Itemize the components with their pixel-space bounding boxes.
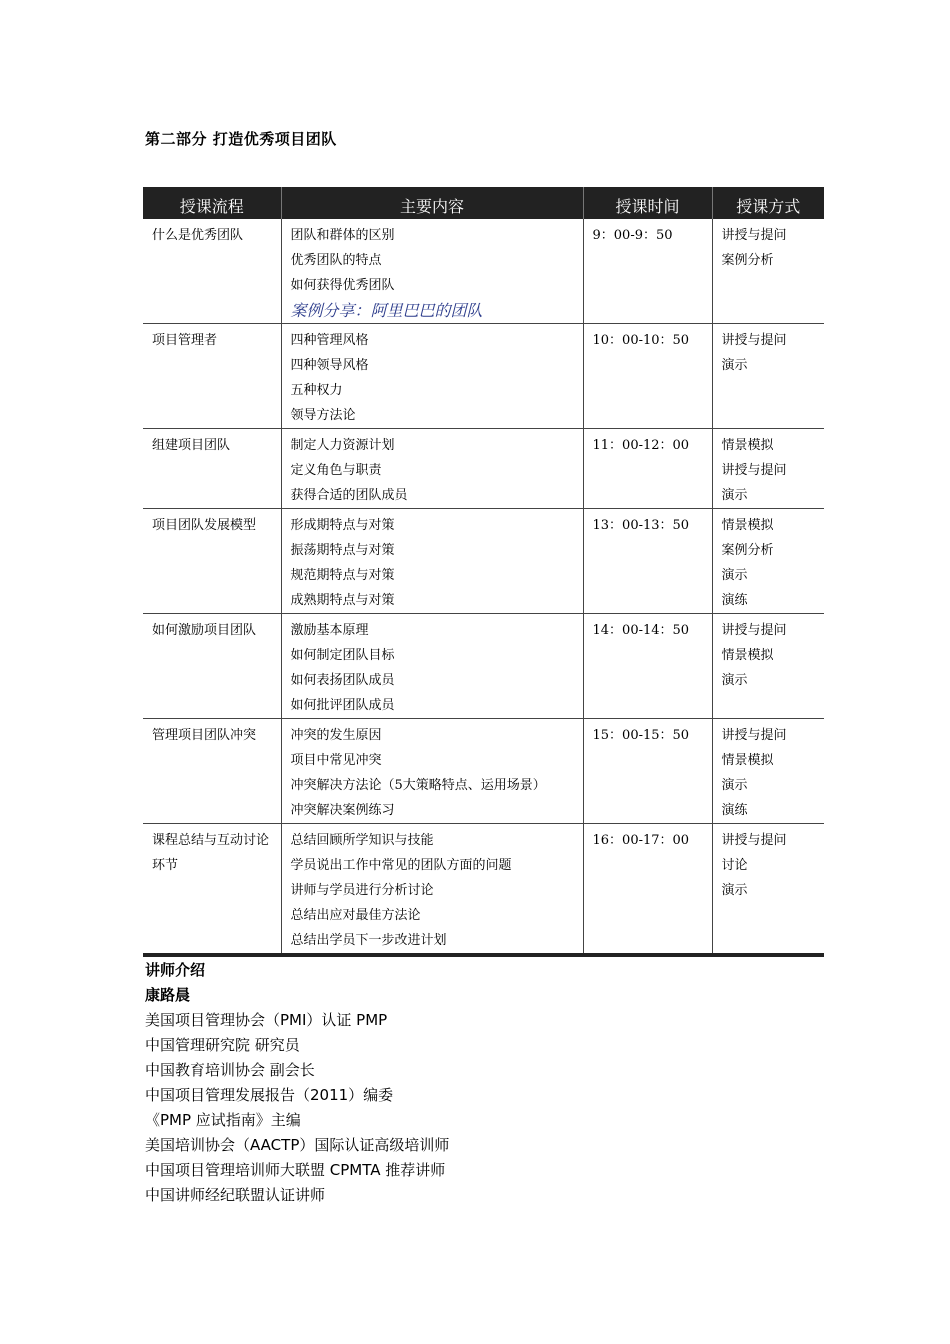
row-topic bbox=[143, 719, 281, 824]
instructor-section bbox=[145, 958, 449, 1208]
content-item: 总结回顾所学知识与技能 bbox=[290, 833, 434, 848]
method-item: 演示 bbox=[721, 488, 748, 503]
table-row bbox=[143, 324, 824, 429]
row-topic bbox=[143, 824, 281, 956]
row-methods bbox=[712, 614, 824, 719]
credential-item: 中国教育培训协会 副会长 bbox=[145, 1061, 315, 1079]
content-item: 优秀团队的特点 bbox=[290, 253, 382, 268]
topic-text: 组建项目团队 bbox=[152, 438, 231, 453]
row-topic bbox=[143, 614, 281, 719]
row-topic bbox=[143, 509, 281, 614]
content-item: 项目中常见冲突 bbox=[290, 753, 382, 768]
credential-item: 中国项目管理发展报告（2011）编委 bbox=[145, 1086, 394, 1104]
table-row bbox=[143, 719, 824, 824]
header-time: 授课时间 bbox=[583, 185, 712, 219]
method-item: 讲授与提问 bbox=[721, 228, 787, 243]
row-time bbox=[583, 719, 712, 824]
time-text: 13：00-13：50 bbox=[592, 518, 690, 533]
row-topic bbox=[143, 429, 281, 509]
table-header-row bbox=[143, 185, 824, 219]
credential-item: 美国项目管理协会（PMI）认证 PMP bbox=[145, 1011, 388, 1029]
time-text: 10：00-10：50 bbox=[592, 333, 690, 348]
content-item: 讲师与学员进行分析讨论 bbox=[290, 883, 434, 898]
credential-item: 中国项目管理培训师大联盟 CPMTA 推荐讲师 bbox=[145, 1161, 446, 1179]
method-item: 情景模拟 bbox=[721, 753, 774, 768]
section-title: 第二部分 打造优秀项目团队 bbox=[145, 130, 337, 148]
credential-item: 中国管理研究院 研究员 bbox=[145, 1036, 300, 1054]
time-text: 14：00-14：50 bbox=[592, 623, 690, 638]
content-item: 四种管理风格 bbox=[290, 333, 369, 348]
credential-item: 《PMP 应试指南》主编 bbox=[145, 1111, 301, 1129]
case-share-highlight: 案例分享：阿里巴巴的团队 bbox=[290, 301, 483, 320]
method-item: 演练 bbox=[721, 593, 748, 608]
content-item: 四种领导风格 bbox=[290, 358, 369, 373]
row-methods bbox=[712, 824, 824, 956]
topic-text: 什么是优秀团队 bbox=[152, 228, 244, 243]
instructor-heading: 讲师介绍 bbox=[145, 961, 206, 979]
method-item: 情景模拟 bbox=[721, 518, 774, 533]
header-method: 授课方式 bbox=[712, 185, 824, 219]
table-row bbox=[143, 824, 824, 956]
method-item: 演示 bbox=[721, 778, 748, 793]
header-content: 主要内容 bbox=[281, 185, 583, 219]
row-contents bbox=[281, 614, 583, 719]
row-topic bbox=[143, 219, 281, 324]
method-item: 演示 bbox=[721, 673, 748, 688]
row-methods bbox=[712, 219, 824, 324]
time-text: 16：00-17：00 bbox=[592, 833, 690, 848]
method-item: 演示 bbox=[721, 358, 748, 373]
method-item: 演练 bbox=[721, 803, 748, 818]
table-row bbox=[143, 509, 824, 614]
content-item: 形成期特点与对策 bbox=[290, 518, 395, 533]
topic-text: 如何激励项目团队 bbox=[152, 623, 257, 638]
method-item: 讲授与提问 bbox=[721, 833, 787, 848]
row-time bbox=[583, 824, 712, 956]
content-item: 学员说出工作中常见的团队方面的问题 bbox=[290, 858, 512, 873]
topic-text: 项目团队发展模型 bbox=[152, 518, 257, 533]
row-time bbox=[583, 509, 712, 614]
row-methods bbox=[712, 429, 824, 509]
time-text: 11：00-12：00 bbox=[592, 438, 690, 453]
row-contents bbox=[281, 324, 583, 429]
method-item: 演示 bbox=[721, 568, 748, 583]
content-item: 如何制定团队目标 bbox=[290, 648, 395, 663]
row-contents bbox=[281, 219, 583, 324]
content-item: 总结出学员下一步改进计划 bbox=[290, 933, 447, 948]
time-text: 9：00-9：50 bbox=[592, 228, 673, 243]
content-item: 如何表扬团队成员 bbox=[290, 673, 395, 688]
course-schedule-table bbox=[143, 183, 824, 957]
row-time bbox=[583, 324, 712, 429]
row-time bbox=[583, 219, 712, 324]
table-row bbox=[143, 429, 824, 509]
method-item: 演示 bbox=[721, 883, 748, 898]
content-item: 团队和群体的区别 bbox=[290, 228, 395, 243]
content-item: 成熟期特点与对策 bbox=[290, 593, 395, 608]
content-item: 如何批评团队成员 bbox=[290, 698, 395, 713]
content-item: 获得合适的团队成员 bbox=[290, 488, 408, 503]
table-row bbox=[143, 614, 824, 719]
method-item: 情景模拟 bbox=[721, 648, 774, 663]
row-time bbox=[583, 614, 712, 719]
content-item: 总结出应对最佳方法论 bbox=[290, 908, 421, 923]
method-item: 讲授与提问 bbox=[721, 623, 787, 638]
content-item: 领导方法论 bbox=[290, 408, 356, 423]
credential-item: 美国培训协会（AACTP）国际认证高级培训师 bbox=[145, 1136, 450, 1154]
method-item: 案例分析 bbox=[721, 543, 774, 558]
row-methods bbox=[712, 509, 824, 614]
row-contents bbox=[281, 824, 583, 956]
method-item: 案例分析 bbox=[721, 253, 774, 268]
content-item: 冲突解决案例练习 bbox=[290, 803, 395, 818]
content-item: 激励基本原理 bbox=[290, 623, 369, 638]
method-item: 讲授与提问 bbox=[721, 333, 787, 348]
instructor-name: 康路晨 bbox=[145, 986, 191, 1004]
content-item: 如何获得优秀团队 bbox=[290, 278, 395, 293]
credential-item: 中国讲师经纪联盟认证讲师 bbox=[145, 1186, 326, 1204]
method-item: 讲授与提问 bbox=[721, 463, 787, 478]
method-item: 讨论 bbox=[721, 858, 748, 873]
content-item: 制定人力资源计划 bbox=[290, 438, 395, 453]
topic-text: 管理项目团队冲突 bbox=[152, 728, 257, 743]
row-methods bbox=[712, 324, 824, 429]
row-contents bbox=[281, 429, 583, 509]
row-topic bbox=[143, 324, 281, 429]
content-item: 五种权力 bbox=[290, 383, 343, 398]
content-item: 冲突解决方法论（5大策略特点、运用场景） bbox=[290, 778, 546, 793]
row-methods bbox=[712, 719, 824, 824]
topic-text: 项目管理者 bbox=[152, 333, 218, 348]
header-process: 授课流程 bbox=[143, 185, 281, 219]
row-time bbox=[583, 429, 712, 509]
table-row bbox=[143, 219, 824, 324]
row-contents bbox=[281, 509, 583, 614]
content-item: 冲突的发生原因 bbox=[290, 728, 382, 743]
row-contents bbox=[281, 719, 583, 824]
method-item: 讲授与提问 bbox=[721, 728, 787, 743]
method-item: 情景模拟 bbox=[721, 438, 774, 453]
content-item: 振荡期特点与对策 bbox=[290, 543, 395, 558]
content-item: 规范期特点与对策 bbox=[290, 568, 395, 583]
credential-list bbox=[145, 1008, 449, 1208]
topic-text: 课程总结与互动讨论环节 bbox=[152, 833, 270, 873]
time-text: 15：00-15：50 bbox=[592, 728, 690, 743]
content-item: 定义角色与职责 bbox=[290, 463, 382, 478]
